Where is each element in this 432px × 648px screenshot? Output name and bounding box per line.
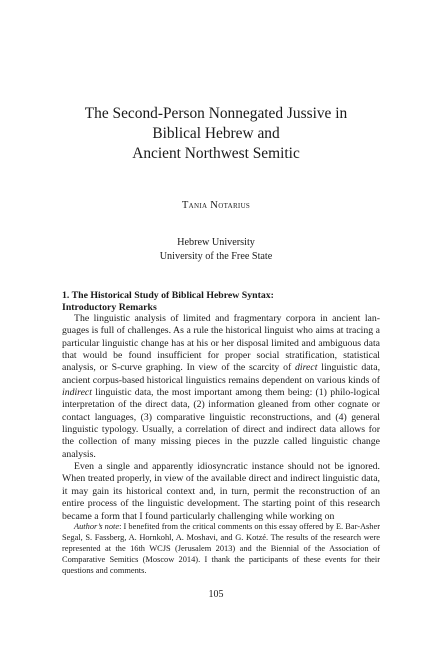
emphasis-indirect: indirect [62,387,92,399]
body-text [62,313,380,523]
chapter-title-line-2: Biblical Hebrew and [152,125,280,142]
chapter-title-line-3: Ancient Northwest Semitic [132,145,300,162]
author-name-text: Tania Notarius [181,200,251,211]
section-heading-line-1: 1. The Historical Study of Biblical Hebrew Syntax: [62,290,274,301]
chapter-title-line-1: The Second-Person Nonnegated Jussive in [84,105,348,122]
footnote-label: Author’s note [74,522,120,531]
affiliation-1: Hebrew University [177,237,255,248]
footnote [62,522,380,577]
affiliation-2: University of the Free State [159,250,273,262]
page-number: 105 [208,589,224,600]
author-affiliations [0,236,432,263]
paragraph-2: Even a single and apparently idiosyncratic instance should not be ignored. When treated properly, in view of the available direct and indirect linguistic data, it may gain its historical context and, in turn, permit the reconstruction of an entire process of the linguistic development. The starting point of this research became a form that I found particularly challenging while working on [62,461,380,522]
section-heading [62,290,382,314]
footnote-body: : I benefited from the critical comments on this essay offered by E. Bar-Asher Segal, S. Fassberg, A. Hornkohl, A. Moshavi, and G. Kotzé. The results of the research were represented at the 16th WCJS (Jerusalem 2013) and the Biennial of the Association of Comparative Semitics (Moscow 2014). I thank the participants of these events for their questions and comments. [62,522,380,575]
footnote-text [62,522,380,577]
paragraph-1 [62,313,380,461]
author-name [0,200,432,211]
paragraph-1-part-3: linguistic data, the most important among them being: (1) philo-logical interpretation of the direct data, (2) information gleaned from other cognate or contact languages, (3) comparative linguistic reconstructions, and (4) general linguistic typology. Usually, a correlation of direct and indirect data allows for the collection of many missing pieces in the puzzle called linguistic change analysis. [62,387,381,460]
paragraph-1-part-1: The linguistic analysis of limited and fragmentary corpora in ancient lan-guages is full of challenges. As a rule the historical linguist who aims at tracing a particular linguistic change has at his or her disposal limited and ambiguous data that would be found insufficient for proper social stratification, statistical analysis, or S-curve graphing. In view of the scarcity of [62,313,380,374]
emphasis-direct: direct [295,362,318,374]
chapter-title [40,104,392,164]
paragraph-1-part-2: linguistic data, ancient corpus-based historical linguistics remains dependent on various kinds of [62,362,381,386]
section-heading-line-2: Introductory Remarks [62,302,157,313]
